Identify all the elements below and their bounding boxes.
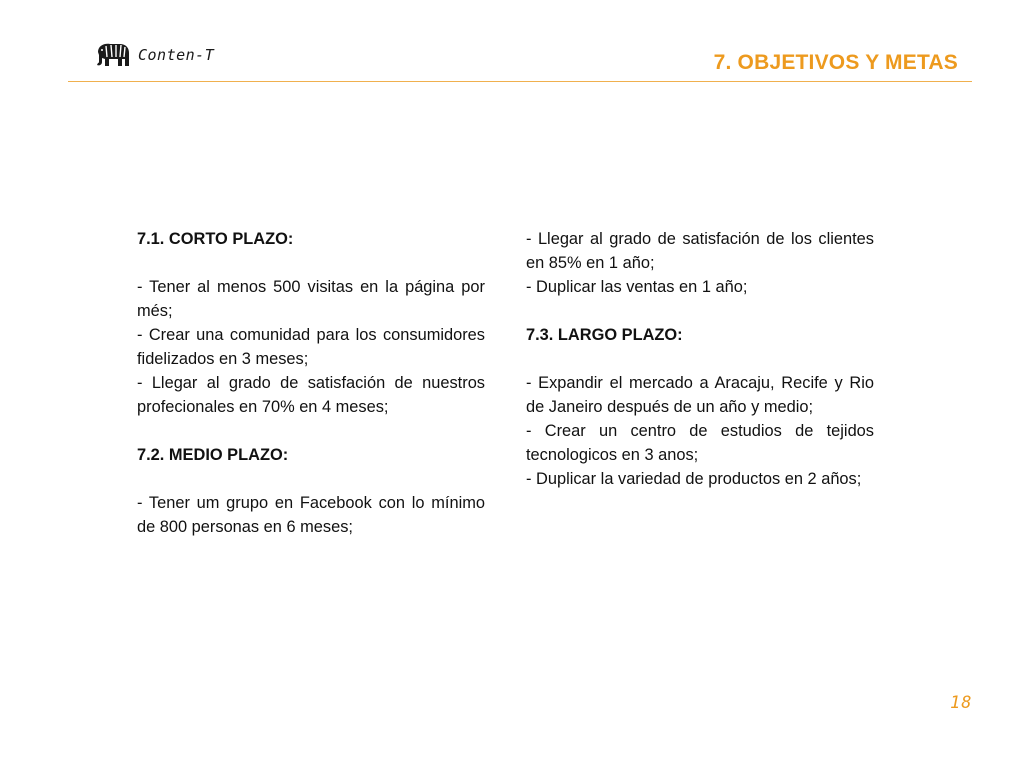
list-item: - Duplicar las ventas en 1 año; — [526, 278, 748, 296]
section-heading-corto-plazo: 7.1. CORTO PLAZO: — [137, 230, 294, 248]
spacer — [526, 299, 874, 323]
page-number: 18 — [950, 693, 973, 713]
spacer — [137, 419, 485, 443]
list-item: - Crear un centro de estudios de tejidos tecnologicos en 3 anos; — [526, 422, 874, 464]
zebra-elephant-icon — [92, 40, 132, 70]
section-heading-largo-plazo: 7.3. LARGO PLAZO: — [526, 326, 683, 344]
list-item: - Expandir el mercado a Aracaju, Recife y Rio de Janeiro después de un año y medio; — [526, 374, 874, 416]
spacer — [526, 347, 874, 371]
spacer — [137, 467, 485, 491]
spacer — [137, 251, 485, 275]
page-title: 7. OBJETIVOS Y METAS — [713, 51, 958, 74]
logo — [92, 40, 214, 70]
list-item: - Llegar al grado de satisfación de los clientes en 85% en 1 año; — [526, 230, 874, 272]
list-item: - Tener um grupo en Facebook con lo mínimo de 800 personas en 6 meses; — [137, 494, 485, 536]
page-header — [0, 0, 1024, 84]
left-column — [137, 227, 485, 539]
header-divider — [68, 81, 972, 82]
list-item: - Llegar al grado de satisfación de nuestros profecionales en 70% en 4 meses; — [137, 374, 485, 416]
list-item: - Crear una comunidad para los consumidores fidelizados en 3 meses; — [137, 326, 485, 368]
section-heading-medio-plazo: 7.2. MEDIO PLAZO: — [137, 446, 289, 464]
list-item: - Tener al menos 500 visitas en la página por més; — [137, 278, 485, 320]
list-item: - Duplicar la variedad de productos en 2 años; — [526, 470, 862, 488]
right-column — [526, 227, 874, 491]
logo-text: Conten-T — [138, 46, 215, 64]
